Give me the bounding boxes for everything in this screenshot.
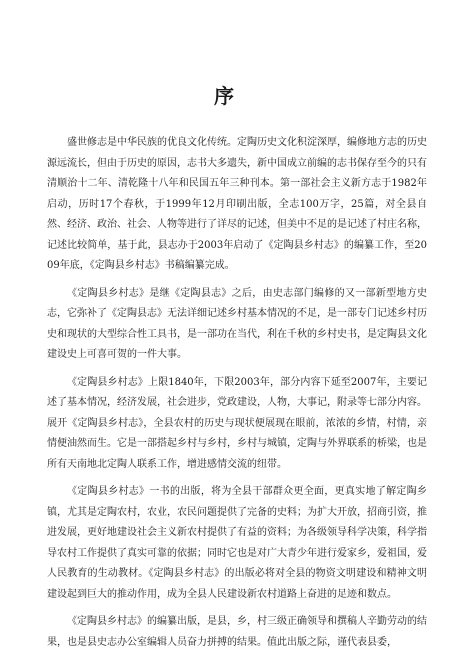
paragraph: 《定陶县乡村志》的编纂出版，是县，乡，村三级正确领导和撰稿人辛勤劳动的结果，也是县史志办公室编辑人员奋力拼搏的结果。值此出版之际，谨代表县委， <box>47 616 427 648</box>
preface-body <box>47 133 427 660</box>
paragraph: 《定陶县乡村志》一书的出版，将为全县干部群众更全面，更真实地了解定陶乡镇，尤其是定陶农村，农业，农民问题提供了完备的史料；为扩大开放，招商引资，推进发展，更好地建设社会主义新农村提供了有益的资料；为各级领导科学决策，科学指导农村工作提供了真实可靠的依据；同时它也是对广大青少年进行爱家乡，爱祖国，爱人民教育的生动教材。《定陶县乡村志》的出版必将对全县的物资文明建设和精神文明建设起到巨大的推动作用，成为全县人民建设新农村道路上奋进的足迹和数点。 <box>47 486 427 600</box>
paragraph: 盛世修志是中华民族的优良文化传统。定陶历史文化积淀深厚，编修地方志的历史源远流长，但由于历史的原因，志书大多遗失，新中国成立前编的志书保存至今的只有清顺治十二年、清乾隆十八年和民国五年三种刊本。第一部社会主义新方志于1982年启动，历时17个春秋，于1999年12月印刷出版，全志100万字，25篇，对全县自然、经济、政治、社会、人物等进行了详尽的记述，但美中不足的是记述了村庄名称，记述比较简单，基于此，县志办于2003年启动了《定陶县乡村志》的编纂工作，至2009年底，《定陶县乡村志》书稿编纂完成。 <box>47 137 427 271</box>
paragraph: 《定陶县乡村志》是继《定陶县志》之后，由史志部门编修的又一部新型地方史志，它弥补了《定陶县志》无法详细记述乡村基本情况的不足，是一部专门记述乡村历史和现状的大型综合性工具书，是一部功在当代，利在千秋的乡村史书，是定陶县文化建设史上可喜可贺的一件大事。 <box>47 287 427 360</box>
paragraph: 《定陶县乡村志》上限1840年，下限2003年，部分内容下延至2007年，主要记述了基本情况，经济发展，社会进步，党政建设，人物，大事记，附录等七部分内容。展开《定陶县乡村志》，全县农村的历史与现状便展现在眼前，浓浓的乡情，村情，亲情便油然而生。它是一部搭起乡村与乡村，乡村与城镇，定陶与外界联系的桥梁，也是所有天南地北定陶人联系工作，增进感情交流的纽带。 <box>47 376 427 470</box>
page-title: 序 <box>214 84 236 108</box>
